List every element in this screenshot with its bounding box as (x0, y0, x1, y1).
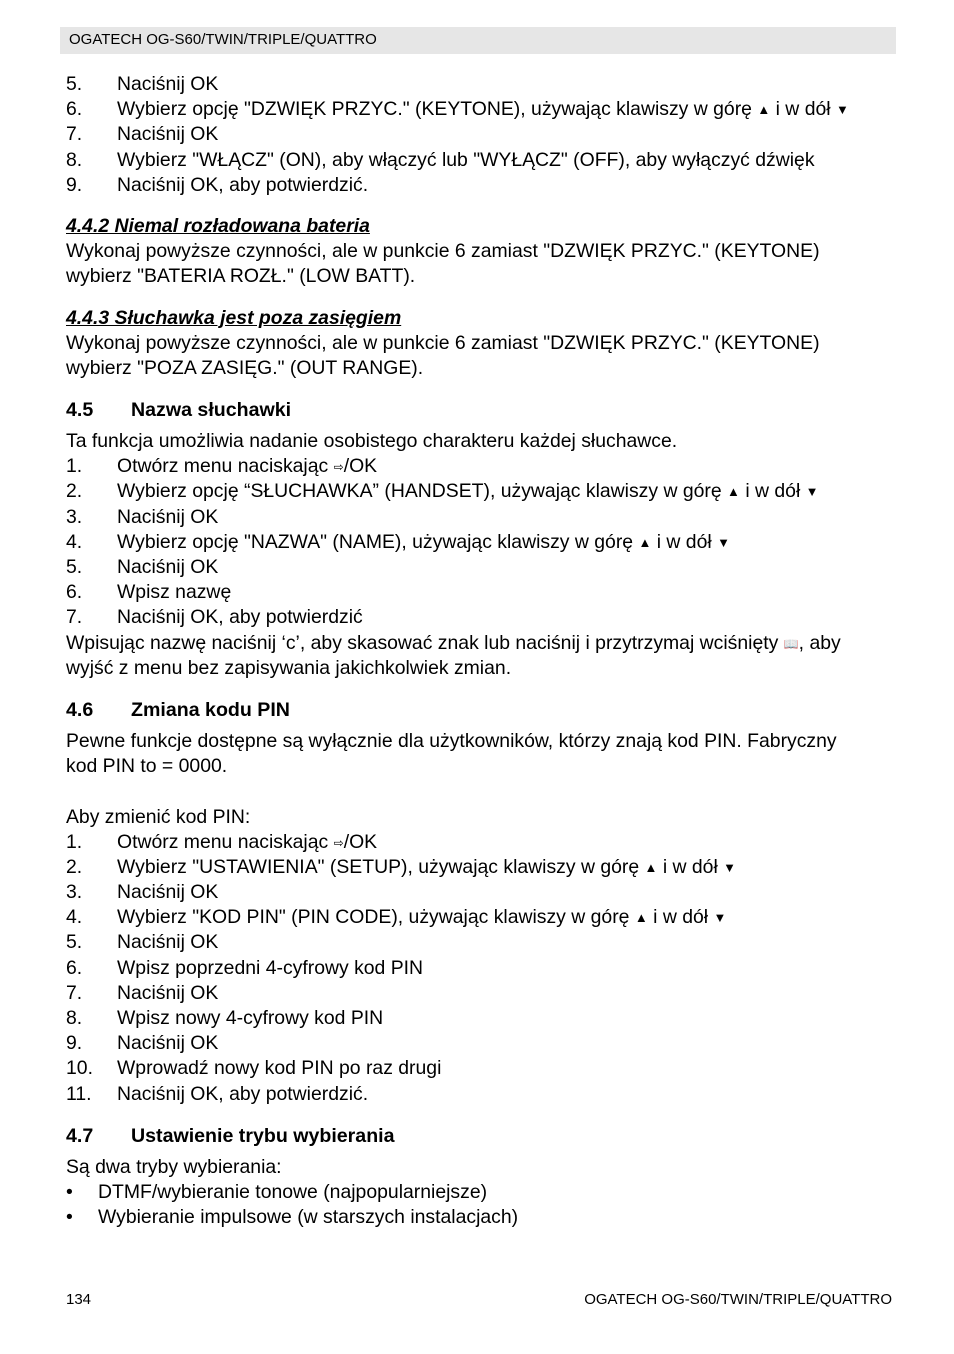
paragraph-line: wybierz "BATERIA ROZŁ." (LOW BATT). (66, 265, 416, 288)
down-triangle-icon: ▼ (713, 910, 727, 926)
page-number: 134 (66, 1291, 92, 1308)
list-item: 8. Wpisz nowy 4-cyfrowy kod PIN (66, 1007, 384, 1029)
list-item: 1. Otwórz menu naciskając ⇨/OK (66, 830, 896, 855)
paragraph-line: kod PIN to = 0000. (66, 755, 228, 778)
up-triangle-icon: ▲ (727, 484, 740, 500)
list-item: 1. Otwórz menu naciskając ⇨/OK (66, 454, 896, 479)
list-item: 11. Naciśnij OK, aby potwierdzić. (66, 1082, 369, 1105)
section-intro: Ta funkcja umożliwia nadanie osobistego charakteru każdej słuchawce. (66, 430, 678, 453)
list-item: 4. Wybierz "KOD PIN" (PIN CODE), używając klawiszy w górę ▲ i w dół ▼ (66, 905, 896, 930)
list-item: 6. Wybierz opcję "DZWIĘK PRZYC." (KEYTONE), używając klawiszy w górę ▲ i w dół ▼ (66, 97, 896, 122)
list-item: 5. Naciśnij OK (66, 931, 219, 954)
keytone-steps (66, 72, 896, 198)
list-item: 4. Wybierz opcję "NAZWA" (NAME), używając klawiszy w górę ▲ i w dół ▼ (66, 530, 896, 555)
list-item: 6. Wpisz poprzedni 4-cyfrowy kod PIN (66, 956, 424, 979)
up-triangle-icon: ▲ (638, 534, 652, 550)
down-triangle-icon: ▼ (717, 534, 730, 550)
handset-name-steps (66, 454, 896, 630)
footer-title: OGATECH OG-S60/TWIN/TRIPLE/QUATTRO (584, 1291, 892, 1308)
list-item: 6. Wpisz nazwę (66, 581, 232, 604)
pin-change-steps (66, 830, 896, 1107)
bullet-item: • DTMF/wybieranie tonowe (najpopularniejsze) (66, 1180, 488, 1203)
bullet-item: • Wybieranie impulsowe (w starszych instalacjach) (66, 1206, 519, 1229)
header-title: OGATECH OG-S60/TWIN/TRIPLE/QUATTRO (69, 31, 377, 48)
paragraph-line: Aby zmienić kod PIN: (66, 805, 251, 828)
dial-mode-bullets (66, 1180, 896, 1230)
section-heading-dial-mode: 4.7 Ustawienie trybu wybierania (66, 1124, 395, 1147)
page-header (60, 27, 896, 54)
subsection-title-out-of-range: 4.4.3 Słuchawka jest poza zasięgiem (66, 306, 402, 329)
note-line: wyjść z menu bez zapisywania jakichkolwiek zmian. (66, 656, 512, 679)
list-item: 3. Naciśnij OK (66, 505, 219, 528)
paragraph-line: wybierz "POZA ZASIĘG." (OUT RANGE). (66, 356, 424, 379)
up-triangle-icon: ▲ (644, 859, 658, 875)
subsection-title-low-battery: 4.4.2 Niemal rozładowana bateria (66, 214, 370, 237)
list-item: 3. Naciśnij OK (66, 881, 219, 904)
menu-key-icon: ⇨ (333, 835, 344, 850)
list-item: 2. Wybierz "USTAWIENIA" (SETUP), używając klawiszy w górę ▲ i w dół ▼ (66, 855, 896, 880)
paragraph-line: Wykonaj powyższe czynności, ale w punkcie 6 zamiast "DZWIĘK PRZYC." (KEYTONE) (66, 331, 820, 354)
list-item: 7. Naciśnij OK (66, 123, 219, 146)
spacer (66, 779, 896, 804)
section-heading-pin-change: 4.6 Zmiana kodu PIN (66, 698, 290, 721)
down-triangle-icon: ▼ (805, 484, 819, 500)
list-item: 10. Wprowadź nowy kod PIN po raz drugi (66, 1057, 442, 1080)
phonebook-icon: 📖 (783, 636, 799, 651)
down-triangle-icon: ▼ (835, 102, 849, 118)
list-item: 9. Naciśnij OK, aby potwierdzić. (66, 173, 369, 196)
list-item: 5. Naciśnij OK (66, 73, 219, 95)
list-item: 7. Naciśnij OK, aby potwierdzić (66, 606, 363, 629)
note-line: Wpisując nazwę naciśnij ‘c’, aby skasować znak lub naciśnij i przytrzymaj wciśnięty 📖, aby (66, 631, 896, 656)
list-item: 2. Wybierz opcję “SŁUCHAWKA” (HANDSET), używając klawiszy w górę ▲ i w dół ▼ (66, 479, 896, 504)
list-item: 9. Naciśnij OK (66, 1032, 219, 1055)
section-intro: Są dwa tryby wybierania: (66, 1155, 282, 1178)
list-item: 5. Naciśnij OK (66, 556, 219, 578)
up-triangle-icon: ▲ (757, 102, 771, 118)
paragraph-line: Wykonaj powyższe czynności, ale w punkcie 6 zamiast "DZWIĘK PRZYC." (KEYTONE) (66, 240, 820, 263)
list-item: 8. Wybierz "WŁĄCZ" (ON), aby włączyć lub "WYŁĄCZ" (OFF), aby wyłączyć dźwięk (66, 148, 815, 171)
section-heading-handset-name: 4.5 Nazwa słuchawki (66, 399, 292, 422)
menu-key-icon: ⇨ (333, 460, 344, 475)
down-triangle-icon: ▼ (723, 859, 737, 875)
page-content (66, 72, 896, 1230)
list-item: 7. Naciśnij OK (66, 981, 219, 1004)
paragraph-line: Pewne funkcje dostępne są wyłącznie dla użytkowników, którzy znają kod PIN. Fabryczny (66, 729, 837, 752)
up-triangle-icon: ▲ (634, 910, 648, 926)
